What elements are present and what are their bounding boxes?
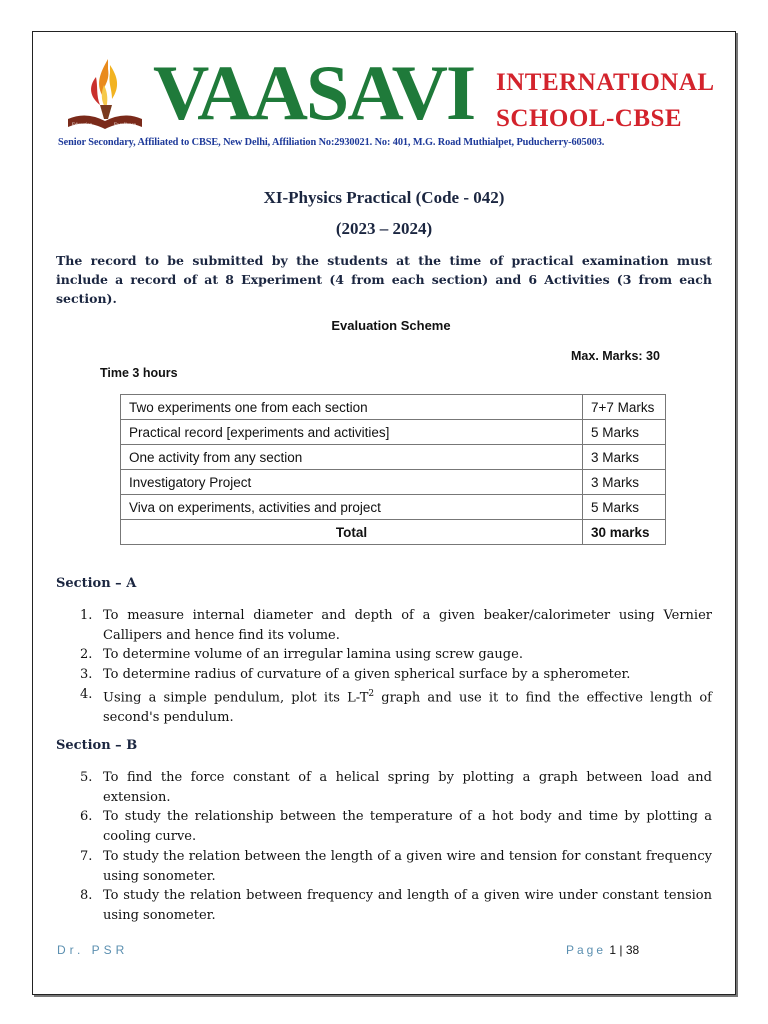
footer-page-number (566, 943, 639, 957)
list-item-number: 3. (80, 667, 93, 683)
list-item (56, 606, 712, 645)
exam-time: Time 3 hours (100, 366, 178, 380)
school-header (58, 45, 718, 155)
list-item-text: To study the relation between frequency and length of a given wire under constant tension using sonometer. (103, 888, 712, 923)
table-cell-item: Two experiments one from each section (121, 395, 583, 420)
footer-page-separator: | (619, 943, 623, 957)
footer-page-total: 38 (625, 943, 640, 957)
school-brand-line2: SCHOOL-CBSE (496, 105, 683, 132)
table-cell-marks: 3 Marks (583, 445, 666, 470)
table-row (121, 495, 666, 520)
footer-author: Dr. PSR (57, 943, 129, 957)
list-item-number: 8. (80, 888, 93, 904)
emblem-right-label: Excellence (114, 123, 136, 128)
torch-book-emblem-icon (60, 55, 150, 137)
school-brand-name: VAASAVI (153, 49, 475, 136)
school-brand-line1: INTERNATIONAL (496, 69, 715, 96)
table-cell-item: One activity from any section (121, 445, 583, 470)
list-item-text: To determine radius of curvature of a given spherical surface by a spherometer. (103, 667, 631, 683)
section-a-list (56, 606, 712, 728)
table-cell-marks: 7+7 Marks (583, 395, 666, 420)
list-item (56, 665, 712, 685)
list-item (56, 886, 712, 925)
list-item-number: 7. (80, 848, 93, 864)
list-item-number: 2. (80, 647, 93, 663)
table-cell-marks: 5 Marks (583, 420, 666, 445)
list-item-text: Using a simple pendulum, plot its L-T (103, 690, 369, 706)
list-item (56, 645, 712, 665)
list-item-number: 5. (80, 770, 93, 785)
evaluation-table (120, 394, 666, 545)
footer-page-label: Page (566, 943, 607, 957)
school-affiliation: Senior Secondary, Affiliated to CBSE, New Delhi, Affiliation No:2930021. No: 401, M.G. Road Muthialpet, Puducherry-605003. (58, 137, 605, 148)
list-item-text: To study the relation between the length of a given wire and tension for constant frequency using sonometer. (103, 848, 712, 884)
list-item-number: 1. (80, 608, 93, 623)
evaluation-heading: Evaluation Scheme (331, 318, 451, 333)
table-cell-item: Practical record [experiments and activities] (121, 420, 583, 445)
table-row (121, 395, 666, 420)
max-marks: Max. Marks: 30 (571, 349, 660, 363)
list-item-text: To find the force constant of a helical spring by plotting a graph between load and extension. (103, 770, 712, 805)
list-item-text: To measure internal diameter and depth of a given beaker/calorimeter using Vernier Callipers and hence find its volume. (103, 608, 712, 643)
section-a-heading: Section – A (56, 576, 137, 591)
table-row (121, 445, 666, 470)
table-total-marks: 30 marks (583, 520, 666, 545)
table-cell-item: Investigatory Project (121, 470, 583, 495)
intro-paragraph: The record to be submitted by the students at the time of practical examination must include a record of at 8 Experiment (4 from each section) and 6 Activities (3 from each section). (56, 253, 712, 306)
section-b-list (56, 768, 712, 926)
list-item (56, 768, 712, 807)
table-cell-item: Viva on experiments, activities and project (121, 495, 583, 520)
table-cell-marks: 3 Marks (583, 470, 666, 495)
list-item-number: 4. (80, 686, 93, 702)
section-b-heading: Section – B (56, 738, 138, 753)
table-total-label: Total (121, 520, 583, 545)
list-item-number: 6. (80, 809, 93, 825)
footer-page-current: 1 (609, 943, 617, 957)
table-cell-marks: 5 Marks (583, 495, 666, 520)
emblem-left-label: Education (72, 123, 93, 128)
list-item-text: To study the relationship between the temperature of a hot body and time by plotting a cooling curve. (103, 809, 712, 845)
list-item-text-cont: graph and use it to find the effective length of second's pendulum. (103, 690, 712, 725)
academic-year: (2023 – 2024) (335, 219, 433, 238)
superscript: 2 (368, 688, 375, 699)
list-item (56, 807, 712, 846)
document-title: XI-Physics Practical (Code - 042) (263, 188, 505, 207)
table-row (121, 470, 666, 495)
list-item (56, 847, 712, 886)
table-row (121, 420, 666, 445)
list-item (56, 685, 712, 728)
table-total-row (121, 520, 666, 545)
list-item-text: To determine volume of an irregular lamina using screw gauge. (103, 647, 523, 663)
